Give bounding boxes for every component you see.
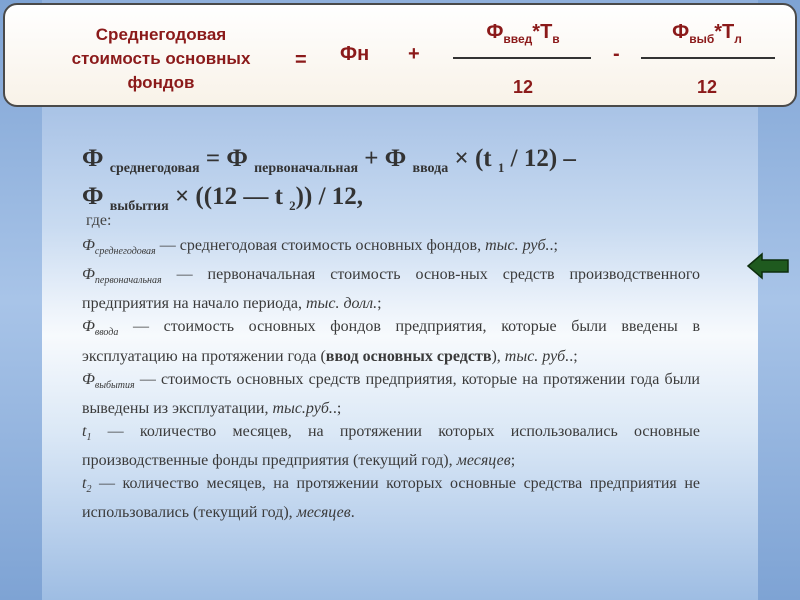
def3-symbol: Ф [82,318,95,336]
def6-end: . [350,504,355,522]
header-label-line2: стоимость основных [71,49,251,68]
def4-subscript: выбытия [94,379,135,391]
header-frac1-tail: *Т [532,21,553,43]
formula-sub-input: ввода [412,161,449,176]
header-frac2-sub: выб [689,32,715,46]
formula-t1-sub: 1 [497,160,505,175]
def3-text: — стоимость основных фондов предприятия, которые были введены в эксплуатацию на протяжении года ( [82,318,700,365]
formula-part1-end: / 12) – [504,145,576,172]
header-minus: - [613,43,620,65]
definition-t2 [82,472,700,524]
definition-input [82,315,700,367]
def1-end: .; [549,237,558,254]
definitions-list [82,234,700,524]
header-formula-box [3,3,797,107]
def4-text: — стоимость основных средств предприятия, которые на протяжении года были выведены из эксплуатации, [82,370,700,417]
def3-text2: ), [491,347,505,365]
def1-symbol: Ф [82,237,95,254]
formula-plus: + Ф [358,145,413,172]
def3-bold: ввод основных средств [325,347,492,365]
def5-text: — количество месяцев, на протяжении которых использовались основные производственные фонды предприятия (текущий год), [82,422,700,469]
definition-t1 [82,420,700,472]
def6-unit: месяцев [296,504,351,522]
main-formula-line1 [82,142,722,180]
def4-end: .; [332,399,342,417]
def3-end: .; [569,347,578,365]
header-frac2-line [641,57,775,59]
header-frac2-denominator: 12 [696,77,718,97]
header-fn: Фн [340,43,370,65]
formula-f: Ф [82,145,104,172]
def6-symbol: t [82,474,87,492]
def5-subscript: 1 [86,431,92,443]
def5-end: ; [510,451,516,469]
header-label [31,23,291,95]
def5-unit: месяцев [456,451,511,469]
header-frac2-tail-sub: л [734,32,742,46]
def1-subscript: среднегодовая [94,246,156,258]
formula-eq: = Ф [199,145,255,172]
header-frac1-tail-sub: в [552,32,560,46]
formula-sub-disposal: выбытия [109,199,169,214]
header-plus: + [408,43,420,65]
formula-sub-avg: среднегодовая [109,161,200,176]
main-formula-line2 [82,180,722,218]
def5-symbol: t [82,422,87,440]
header-label-line1: Среднегодовая [95,25,227,44]
def2-symbol: Ф [82,266,95,284]
def2-subscript: первоначальная [94,275,162,287]
formula-times1: × (t [448,145,498,172]
where-label: где: [86,212,112,229]
header-frac2-main: Ф [672,21,690,43]
def2-text: — первоначальная стоимость основ-ных средств производственного предприятия на начало периода, [82,266,700,313]
def4-symbol: Ф [82,370,95,388]
def3-subscript: ввода [94,327,119,339]
header-frac2-numerator [641,21,773,46]
definition-initial [82,263,700,315]
def2-unit: тыс. долл. [305,295,378,313]
def4-unit: тыс.руб. [272,399,333,417]
header-frac1-main: Ф [486,21,504,43]
def6-subscript: 2 [86,484,92,496]
header-frac1-denominator: 12 [512,77,534,97]
def1-unit: тыс. руб. [485,237,550,254]
formula-t2-sub: 2 [289,198,296,213]
formula-part2: × ((12 — t [168,183,290,210]
definition-avg [82,234,700,263]
main-formula [82,142,722,218]
def1-text: — среднегодовая стоимость основных фондов, [155,237,486,254]
formula-f2: Ф [82,183,110,210]
def3-unit: тыс. руб. [504,347,570,365]
header-frac1-numerator [457,21,589,46]
header-label-line3: фондов [127,73,195,92]
definition-disposal [82,368,700,420]
header-equals: = [295,49,307,71]
def2-end: ; [377,295,382,313]
def6-text: — количество месяцев, на протяжении которых основные средства предприятия не использовались (текущий год), [82,474,700,522]
back-arrow-icon[interactable] [746,252,790,280]
header-frac1-sub: введ [503,32,533,46]
formula-sub-initial: первоначальная [254,161,359,176]
header-frac2-tail: *Т [714,21,735,43]
header-frac1-line [453,57,591,59]
formula-part2-end: )) / 12, [295,183,364,210]
